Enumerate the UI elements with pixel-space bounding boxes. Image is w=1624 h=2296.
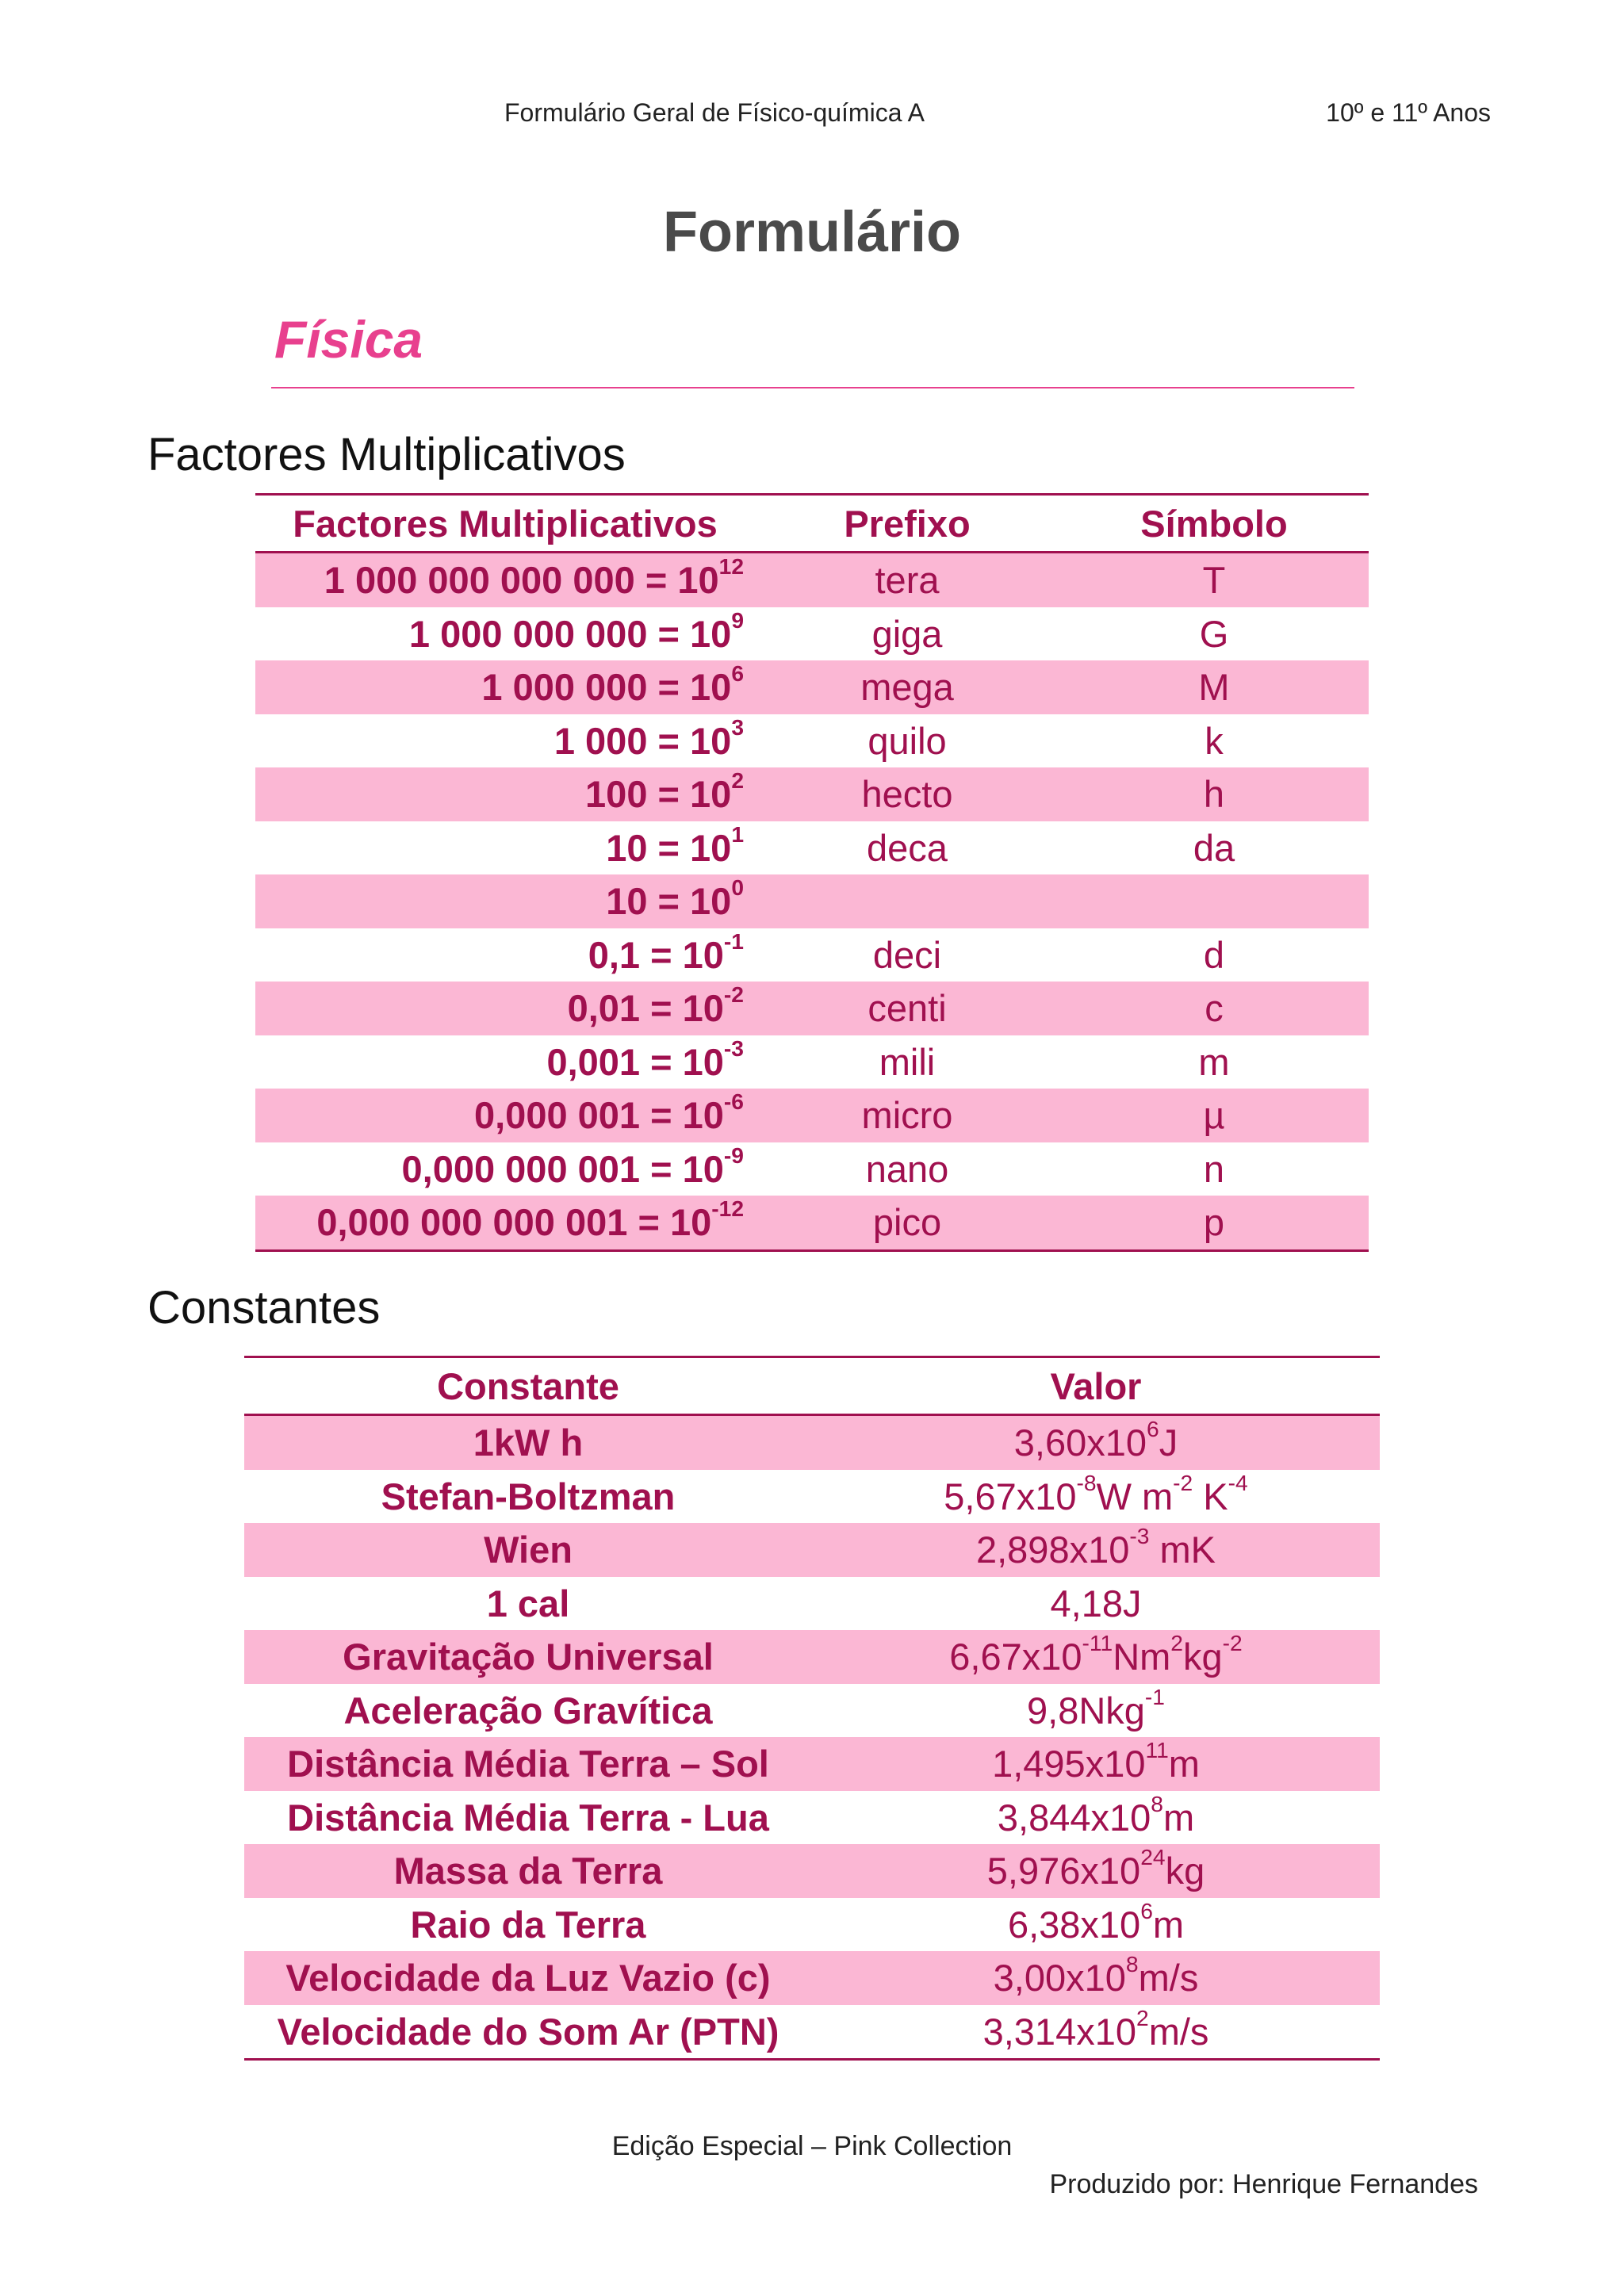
value-exponent: -2 xyxy=(1222,1630,1243,1656)
symbol-cell: m xyxy=(1198,1040,1230,1083)
factor-base: 0,001 = 10 xyxy=(546,1040,724,1083)
factor-exponent: -9 xyxy=(723,1142,744,1168)
table-row xyxy=(244,1951,1380,2005)
value-text: m xyxy=(1162,1796,1195,1839)
factor-cell xyxy=(255,553,755,607)
factor-cell xyxy=(255,767,755,821)
factor-base: 10 = 10 xyxy=(606,880,732,923)
factor-base: 10 = 10 xyxy=(606,826,732,869)
symbol-cell: d xyxy=(1203,933,1225,976)
table-row xyxy=(244,1684,1380,1738)
table-row xyxy=(244,2005,1380,2060)
table-row xyxy=(255,1035,1369,1089)
symbol-cell: n xyxy=(1203,1147,1225,1190)
column-header-prefix: Prefixo xyxy=(755,495,1059,553)
constant-name-cell: Wien xyxy=(244,1523,812,1577)
factor-cell xyxy=(255,1142,755,1196)
prefix-cell: hecto xyxy=(755,767,1059,821)
factor-base: 1 000 = 10 xyxy=(553,719,732,762)
factor-cell xyxy=(255,928,755,982)
value-exponent: -8 xyxy=(1076,1469,1097,1495)
footer-author: Produzido por: Henrique Fernandes xyxy=(1049,2169,1478,2199)
factor-base: 1 000 000 000 000 = 10 xyxy=(324,559,719,602)
prefix-cell: nano xyxy=(865,1147,949,1190)
multiplicative-table-body xyxy=(255,553,1369,1251)
table-row xyxy=(244,1470,1380,1524)
symbol-cell: G xyxy=(1199,612,1229,655)
constant-value-cell xyxy=(812,1791,1380,1845)
factor-cell xyxy=(255,874,755,928)
value-exponent: -1 xyxy=(1144,1683,1165,1709)
section-divider xyxy=(271,387,1354,388)
factor-exponent: 2 xyxy=(731,767,744,794)
value-exponent: 2 xyxy=(1170,1630,1183,1656)
factor-exponent: 6 xyxy=(731,660,744,687)
value-exponent: 6 xyxy=(1140,1897,1153,1923)
value-text: 3,844x10 xyxy=(997,1796,1151,1839)
value-text: 6,67x10 xyxy=(949,1636,1082,1678)
constant-name-cell: Distância Média Terra - Lua xyxy=(287,1796,769,1839)
constants-table xyxy=(244,1356,1380,2061)
symbol-cell: k xyxy=(1205,719,1224,762)
factor-base: 0,000 000 001 = 10 xyxy=(401,1147,724,1190)
table-row xyxy=(255,874,1369,928)
factor-exponent: 12 xyxy=(718,553,744,580)
page-header-grade: 10º e 11º Anos xyxy=(1326,98,1491,127)
factor-base: 0,000 000 000 001 = 10 xyxy=(316,1201,712,1244)
prefix-cell: giga xyxy=(871,612,943,655)
prefix-cell: quilo xyxy=(868,719,947,762)
value-exponent: 6 xyxy=(1147,1416,1159,1442)
table-row xyxy=(255,1089,1369,1142)
constant-name-cell: Gravitação Universal xyxy=(244,1630,812,1684)
factor-exponent: 1 xyxy=(731,821,744,847)
value-text: 1,495x10 xyxy=(992,1743,1146,1785)
factor-cell xyxy=(255,1196,755,1250)
table-row xyxy=(255,660,1369,714)
symbol-cell: T xyxy=(1059,553,1369,607)
table-row xyxy=(255,821,1369,875)
factor-base: 1 000 000 = 10 xyxy=(481,666,732,709)
table-row xyxy=(244,1630,1380,1684)
constant-value-cell xyxy=(812,2005,1380,2060)
prefix-cell: mega xyxy=(755,660,1059,714)
value-exponent: 24 xyxy=(1140,1844,1166,1870)
value-text: kg xyxy=(1182,1636,1223,1678)
value-text: 9,8Nkg xyxy=(1027,1689,1145,1732)
column-header-factor: Factores Multiplicativos xyxy=(255,495,755,553)
table-row xyxy=(244,1791,1380,1845)
value-text: 3,00x10 xyxy=(993,1957,1126,1999)
table-row xyxy=(255,928,1369,982)
value-exponent: -3 xyxy=(1129,1523,1150,1549)
symbol-cell: h xyxy=(1059,767,1369,821)
symbol-cell: p xyxy=(1059,1196,1369,1250)
constant-name-cell: 1 cal xyxy=(486,1582,570,1624)
value-exponent: 11 xyxy=(1145,1737,1169,1763)
factor-base: 0,01 = 10 xyxy=(567,987,724,1030)
table-row xyxy=(255,1196,1369,1250)
factor-cell xyxy=(255,1089,755,1142)
constant-name-cell: Massa da Terra xyxy=(244,1844,812,1898)
value-text: W m xyxy=(1096,1475,1174,1517)
symbol-cell: M xyxy=(1059,660,1369,714)
factor-base: 0,1 = 10 xyxy=(588,933,724,976)
column-header-value: Valor xyxy=(812,1357,1380,1415)
constant-value-cell xyxy=(812,1415,1380,1470)
table-row xyxy=(244,1523,1380,1577)
table-row xyxy=(255,767,1369,821)
factor-cell xyxy=(255,714,755,768)
table-header-row xyxy=(244,1357,1380,1415)
value-text: m xyxy=(1168,1743,1200,1785)
table-row xyxy=(255,1142,1369,1196)
factor-exponent: -12 xyxy=(711,1196,744,1222)
prefix-cell: micro xyxy=(755,1089,1059,1142)
table-row xyxy=(244,1844,1380,1898)
factor-exponent: -6 xyxy=(723,1089,744,1115)
value-exponent: -2 xyxy=(1173,1469,1193,1495)
prefix-cell: centi xyxy=(755,982,1059,1035)
constant-name-cell: 1kW h xyxy=(244,1415,812,1470)
constants-table-body xyxy=(244,1415,1380,2060)
footer-edition: Edição Especial – Pink Collection xyxy=(611,2131,1013,2161)
table-row xyxy=(244,1415,1380,1470)
factor-exponent: 3 xyxy=(731,714,744,740)
symbol-cell: da xyxy=(1193,826,1235,869)
prefix-cell xyxy=(755,874,1059,928)
table-row xyxy=(244,1898,1380,1952)
factor-exponent: -2 xyxy=(723,982,744,1008)
factor-exponent: -3 xyxy=(723,1035,744,1061)
factor-cell xyxy=(255,982,755,1035)
value-text: 5,67x10 xyxy=(944,1475,1077,1517)
constant-name-cell: Velocidade do Som Ar (PTN) xyxy=(277,2010,779,2053)
section-heading-fisica: Física xyxy=(274,310,423,369)
value-text: 2,898x10 xyxy=(975,1529,1130,1571)
page-header-title: Formulário Geral de Físico-química A xyxy=(504,98,925,127)
constant-value-cell xyxy=(812,1737,1380,1791)
constant-value-cell xyxy=(812,1684,1380,1738)
document-title: Formulário xyxy=(662,201,962,264)
value-text: 4,18J xyxy=(1050,1582,1142,1624)
value-text: J xyxy=(1159,1422,1178,1464)
factor-exponent: 9 xyxy=(731,607,744,633)
prefix-cell: deca xyxy=(867,826,948,869)
multiplicative-heading: Factores Multiplicativos xyxy=(147,429,626,480)
prefix-cell: tera xyxy=(755,553,1059,607)
constants-heading: Constantes xyxy=(147,1282,381,1334)
value-exponent: 2 xyxy=(1136,2004,1149,2030)
factor-cell xyxy=(255,607,755,661)
table-row xyxy=(244,1737,1380,1791)
constant-value-cell xyxy=(812,1577,1380,1631)
value-text: mK xyxy=(1149,1529,1216,1571)
factor-exponent: 0 xyxy=(731,874,744,901)
table-row xyxy=(255,553,1369,607)
factor-base: 1 000 000 000 = 10 xyxy=(408,612,732,655)
factor-cell xyxy=(255,821,755,875)
constant-name-cell: Stefan-Boltzman xyxy=(381,1475,676,1517)
constant-value-cell xyxy=(812,1630,1380,1684)
constant-name-cell: Aceleração Gravítica xyxy=(343,1689,713,1732)
value-text: 3,314x10 xyxy=(982,2010,1136,2053)
factor-base: 100 = 10 xyxy=(585,773,732,816)
factor-exponent: -1 xyxy=(723,928,744,954)
table-row xyxy=(255,714,1369,768)
prefix-cell: mili xyxy=(879,1040,936,1083)
constant-value-cell xyxy=(812,1898,1380,1952)
value-text: m/s xyxy=(1148,2010,1209,2053)
constant-value-cell xyxy=(812,1951,1380,2005)
constant-name-cell: Distância Média Terra – Sol xyxy=(244,1737,812,1791)
value-text: K xyxy=(1193,1475,1228,1517)
value-text: 6,38x10 xyxy=(1007,1903,1141,1946)
value-text: 3,60x10 xyxy=(1013,1422,1147,1464)
table-row xyxy=(244,1577,1380,1631)
factor-base: 0,000 001 = 10 xyxy=(473,1094,724,1137)
value-exponent: -4 xyxy=(1228,1469,1248,1495)
multiplicative-factors-table xyxy=(255,493,1369,1252)
table-header-row xyxy=(255,495,1369,553)
constant-value-cell xyxy=(812,1470,1380,1524)
symbol-cell xyxy=(1059,874,1369,928)
table-row xyxy=(255,982,1369,1035)
constant-value-cell xyxy=(812,1523,1380,1577)
value-text: 5,976x10 xyxy=(986,1850,1141,1892)
symbol-cell: µ xyxy=(1059,1089,1369,1142)
constant-value-cell xyxy=(812,1844,1380,1898)
column-header-constant: Constante xyxy=(244,1357,812,1415)
value-exponent: 8 xyxy=(1151,1790,1163,1816)
symbol-cell: c xyxy=(1059,982,1369,1035)
factor-cell xyxy=(255,660,755,714)
prefix-cell: pico xyxy=(755,1196,1059,1250)
value-text: Nm xyxy=(1113,1636,1171,1678)
value-text: m xyxy=(1152,1903,1185,1946)
value-exponent: 8 xyxy=(1125,1951,1139,1977)
value-text: m/s xyxy=(1138,1957,1199,1999)
value-exponent: -11 xyxy=(1082,1630,1113,1656)
constant-name-cell: Velocidade da Luz Vazio (c) xyxy=(244,1951,812,2005)
prefix-cell: deci xyxy=(872,933,942,976)
value-text: kg xyxy=(1165,1850,1205,1892)
table-row xyxy=(255,607,1369,661)
factor-cell xyxy=(255,1035,755,1089)
constant-name-cell: Raio da Terra xyxy=(410,1903,646,1946)
column-header-symbol: Símbolo xyxy=(1059,495,1369,553)
